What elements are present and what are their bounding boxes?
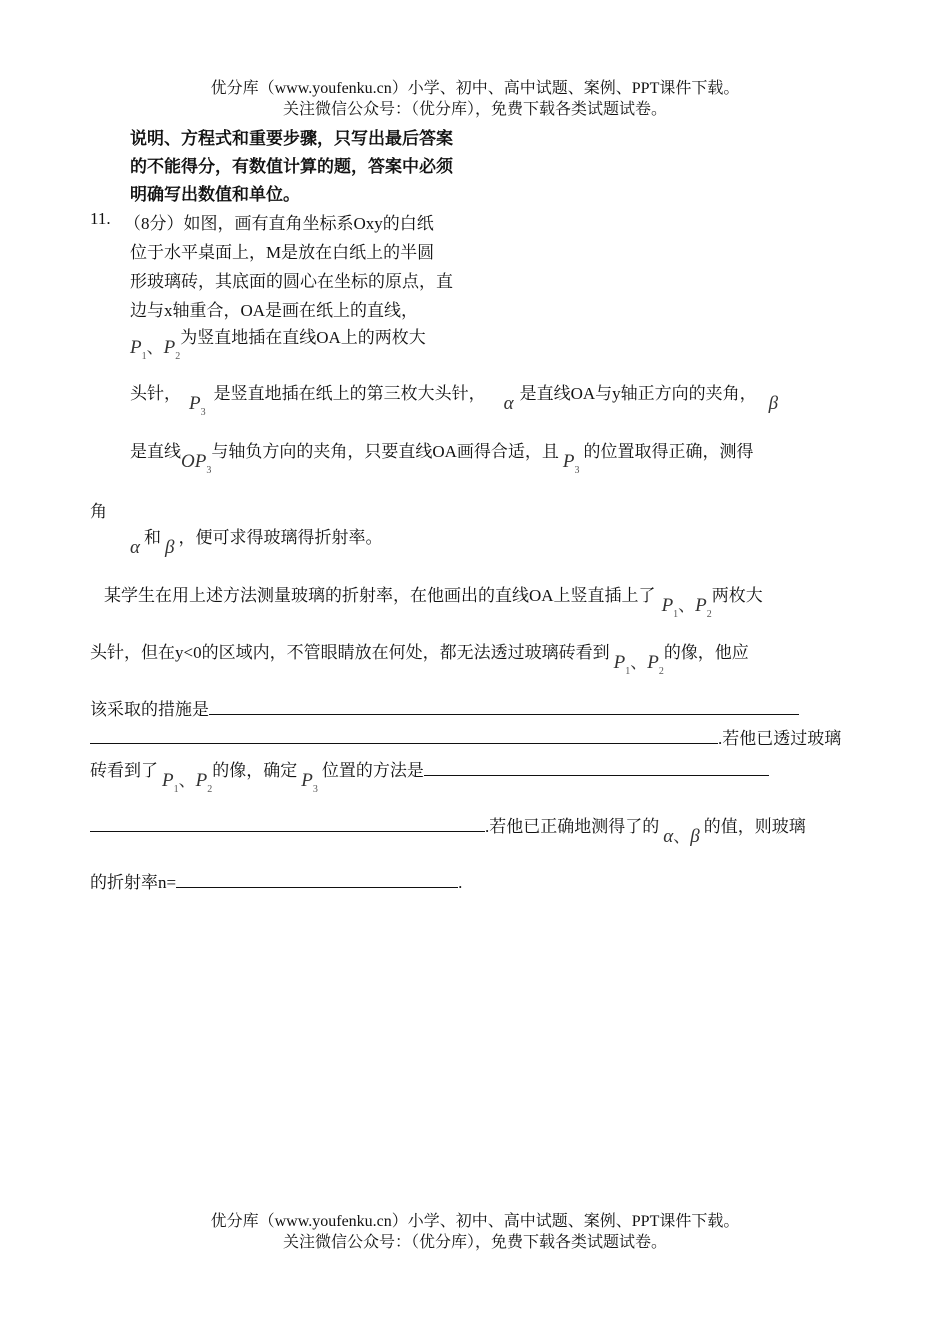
- math-p3-c: $P_3$: [301, 770, 318, 795]
- question-line-15: .若他已正确地测得了的 α、β 的值，则玻璃: [90, 814, 806, 839]
- question-number: 11.: [90, 209, 111, 228]
- question-line-2: 位于水平桌面上，M是放在白纸上的半圆: [130, 243, 435, 262]
- math-p1-p2-d: $P_1$、$P_2$: [162, 770, 213, 795]
- math-alpha-b: α: [130, 537, 140, 558]
- question-line-7: 是直线$OP_3$与轴负方向的夹角，只要直线OA画得合适，且 $P_3$的位置取得正确，测得: [130, 440, 754, 473]
- question-line-16: 的折射率n= .: [90, 870, 462, 895]
- math-p1-p2-b: $P_1$、$P_2$: [661, 595, 712, 620]
- math-beta: β: [768, 393, 779, 414]
- question-line-9: α 和 β ，便可求得玻璃得折射率。: [130, 528, 383, 558]
- math-p3: $P_3$: [189, 393, 206, 418]
- header-line-1: 优分库（www.youfenku.cn）小学、初中、高中试题、案例、PPT课件下载。: [210, 80, 740, 97]
- header-line-2: 关注微信公众号：（优分库），免费下载各类试题试卷。: [282, 101, 667, 118]
- answer-blank-1b[interactable]: [90, 726, 718, 744]
- math-alpha-beta: α、β: [663, 826, 700, 847]
- footer-line-1: 优分库（www.youfenku.cn）小学、初中、高中试题、案例、PPT课件下载。: [210, 1213, 740, 1230]
- question-line-8: 角: [90, 502, 107, 521]
- math-p1-p2-c: $P_1$、$P_2$: [613, 652, 664, 677]
- question-line-11: 头针，但在y<0的区域内，不管眼睛放在何处，都无法透过玻璃砖看到 $P_1$、$P_2$的像，他应: [90, 641, 749, 674]
- text-p1p2-desc: 为竖直地插在直线OA上的两枚大: [180, 328, 426, 347]
- question-line-1: （8分）如图，画有直角坐标系Oxy的白纸: [124, 214, 434, 233]
- question-line-3: 形玻璃砖，其底面的圆心在坐标的原点，直: [130, 272, 453, 291]
- answer-blank-1[interactable]: [209, 697, 799, 715]
- footer-line-2: 关注微信公众号：（优分库），免费下载各类试题试卷。: [282, 1234, 667, 1251]
- math-op3: $OP_3$: [181, 451, 212, 476]
- math-p1-p2: $P_1$、$P_2$: [130, 337, 181, 362]
- math-alpha: α: [503, 393, 514, 414]
- instruction-line-1: 说明、方程式和重要步骤，只写出最后答案: [130, 129, 453, 149]
- question-line-12: 该采取的措施是: [90, 697, 799, 722]
- question-line-14: 砖看到了 $P_1$、$P_2$的像，确定 $P_3$位置的方法是: [90, 758, 769, 792]
- answer-blank-2b[interactable]: [90, 814, 485, 832]
- answer-blank-3[interactable]: [176, 870, 458, 888]
- question-line-13: .若他已透过玻璃: [90, 726, 841, 751]
- math-p3-b: $P_3$: [562, 451, 580, 476]
- answer-blank-2[interactable]: [424, 758, 769, 776]
- question-line-6: 头针， $P_3$是竖直地插在纸上的第三枚大头针， α 是直线OA与y轴正方向的夹角， β: [130, 382, 860, 415]
- instruction-line-2: 的不能得分，有数值计算的题，答案中必须: [130, 157, 453, 177]
- instruction-line-3: 明确写出数值和单位。: [130, 185, 300, 205]
- question-line-5: [130, 326, 426, 362]
- question-line-4: 边与x轴重合，OA是画在纸上的直线，: [130, 301, 419, 320]
- question-line-10: 某学生在用上述方法测量玻璃的折射率，在他画出的直线OA上竖直插上了 $P_1$、$P_2$两枚大: [104, 584, 763, 617]
- math-beta-b: β: [164, 537, 175, 558]
